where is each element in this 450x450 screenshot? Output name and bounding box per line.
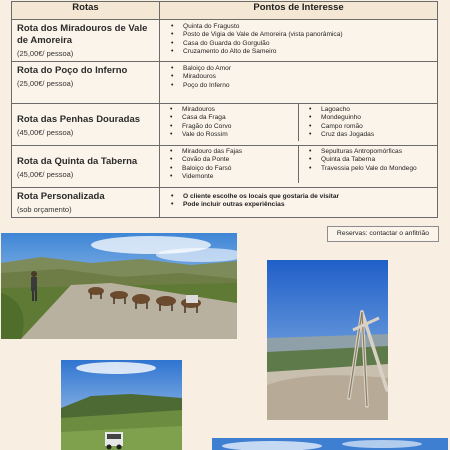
list-item: • Travessia pelo Vale do Mondego <box>321 165 437 173</box>
points-list <box>161 21 436 58</box>
list-item: • Pode incluir outras experiências <box>183 201 436 209</box>
list-item: • Miradouro das Fajas <box>182 148 298 156</box>
route-name: Rota Personalizada <box>17 191 105 202</box>
table-row <box>12 146 438 188</box>
route-price: (45,00€/ pessoa) <box>17 170 74 179</box>
list-item: • Cruzamento do Alto de Sameiro <box>183 48 436 56</box>
route-price: (sob orçamento) <box>17 205 72 214</box>
points-cell <box>160 104 438 146</box>
list-item: • Baloiço do Amor <box>183 65 436 73</box>
list-item: • Posto de Vigia de Vale de Amoreira (vista panorâmica) <box>183 31 436 39</box>
points-list-left <box>160 146 298 183</box>
route-price: (45,00€/ pessoa) <box>17 128 74 137</box>
list-item: • O cliente escolhe os locais que gostaria de visitar <box>183 193 436 201</box>
list-item: • Quinta do Fragusto <box>183 23 436 31</box>
route-name: Rota dos Miradouros de Vale de Amoreira <box>17 23 148 46</box>
trail-car-photo <box>61 360 182 450</box>
list-item: • Lagoacho <box>321 106 437 114</box>
reservas-note: Reservas: contactar o anfitrião <box>327 226 439 242</box>
routes-table <box>11 1 438 218</box>
route-name: Rota da Quinta da Taberna <box>17 156 138 167</box>
points-list <box>161 189 436 212</box>
list-item: • Fragão do Corvo <box>182 123 298 131</box>
points-list-right <box>299 104 437 141</box>
points-cell <box>160 62 438 104</box>
points-list <box>161 63 436 92</box>
list-item: • Baloiço do Farsó <box>182 165 298 173</box>
route-cell <box>12 104 160 146</box>
route-price: (25,00€/ pessoa) <box>17 79 74 88</box>
route-price: (25,00€/ pessoa) <box>17 49 74 58</box>
list-item: • Casa da Fraga <box>182 114 298 122</box>
route-name: Rota das Penhas Douradas <box>17 114 141 125</box>
list-item: • Videmonte <box>182 173 298 181</box>
route-name: Rota do Poço do Inferno <box>17 65 128 76</box>
list-item: • Poço do Inferno <box>183 82 436 90</box>
table-header-row <box>12 2 438 20</box>
points-cell <box>160 20 438 62</box>
route-cell <box>12 20 160 62</box>
points-cell <box>160 146 438 188</box>
list-item: • Quinta da Taberna <box>321 156 437 164</box>
sky-photo-strip <box>212 438 448 450</box>
points-list-left <box>160 104 298 141</box>
list-item: • Miradouros <box>183 73 436 81</box>
route-cell <box>12 62 160 104</box>
list-item: • Cruz das Jogadas <box>321 131 437 139</box>
list-item: • Mondeguinho <box>321 114 437 122</box>
table-row <box>12 104 438 146</box>
table-row <box>12 188 438 218</box>
table-row <box>12 62 438 104</box>
viewpoint-photo <box>267 260 388 420</box>
header-routes: Rotas <box>12 2 160 20</box>
route-cell <box>12 188 160 218</box>
header-points: Pontos de Interesse <box>160 2 438 20</box>
points-cell <box>160 188 438 218</box>
list-item: • Sepulturas Antropomórficas <box>321 148 437 156</box>
list-item: • Casa do Guarda do Gorgulão <box>183 40 436 48</box>
list-item: • Campo romão <box>321 123 437 131</box>
route-cell <box>12 146 160 188</box>
list-item: • Covão da Ponte <box>182 156 298 164</box>
points-list-right <box>299 146 437 175</box>
table-row <box>12 20 438 62</box>
list-item: • Vale do Rossim <box>182 131 298 139</box>
list-item: • Miradouros <box>182 106 298 114</box>
mountain-road-photo <box>1 233 237 339</box>
